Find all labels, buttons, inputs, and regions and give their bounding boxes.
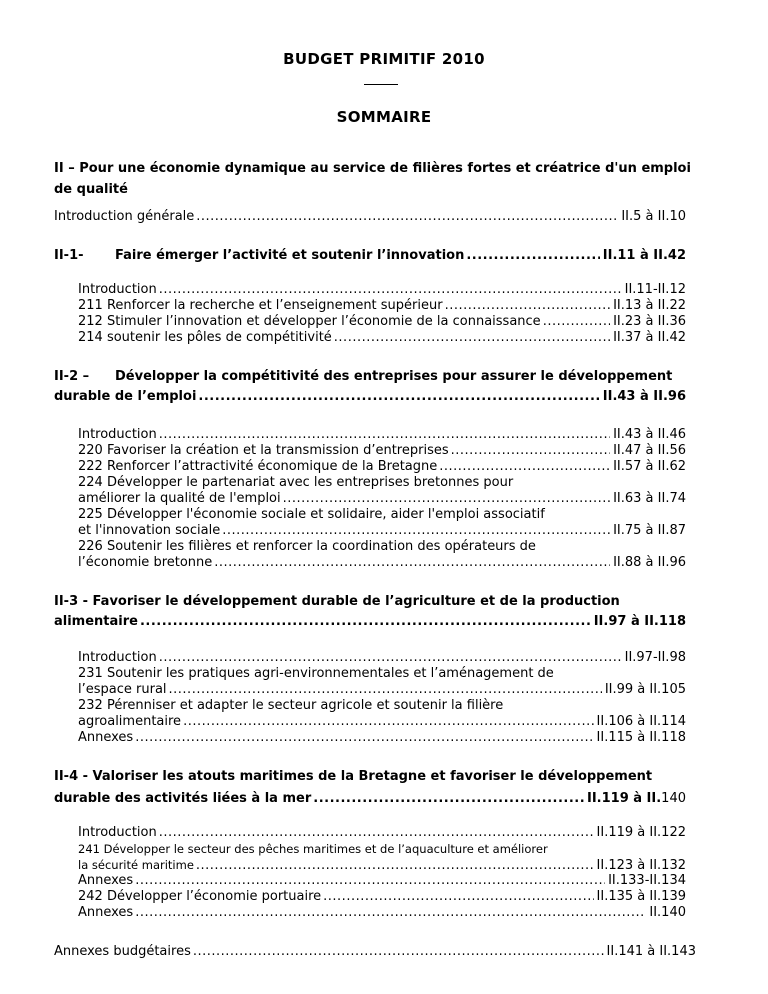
toc-pages: II.119 à II.122	[596, 825, 686, 840]
toc-entry[interactable]	[78, 730, 686, 746]
toc-label: 242 Développer l’économie portuaire	[78, 889, 322, 904]
dot-leader	[439, 459, 610, 475]
toc-label: et l'innovation sociale	[78, 523, 221, 538]
toc-pages: II.43 à II.46	[613, 427, 686, 442]
toc-section-ii-1[interactable]	[54, 248, 686, 264]
toc-pages: II.99 à II.105	[604, 682, 686, 697]
document-title: BUDGET PRIMITIF 2010	[283, 50, 485, 68]
toc-pages: II.115 à II.118	[596, 730, 686, 745]
toc-label: Annexes	[78, 730, 134, 745]
toc-label: Annexes	[78, 873, 134, 888]
toc-pages: II.57 à II.62	[613, 459, 686, 474]
toc-entry[interactable]	[78, 873, 686, 889]
toc-label: agroalimentaire	[78, 714, 182, 729]
toc-label: l’espace rural	[78, 682, 167, 697]
toc-pages: II.141 à II.143	[606, 944, 696, 959]
toc-pages: II.23 à II.36	[613, 314, 686, 329]
toc-pages: II.88 à II.96	[613, 555, 686, 570]
toc-entry-intro-generale[interactable]	[54, 209, 686, 225]
toc-label: améliorer la qualité de l'emploi	[78, 491, 281, 506]
toc-pages: II.75 à II.87	[613, 523, 686, 538]
section-title: durable de l’emploi	[54, 389, 197, 404]
toc-section-ii-2[interactable]	[54, 389, 686, 405]
toc-label-line: 241 Développer le secteur des pêches maritimes et de l’aquaculture et améliorer	[78, 842, 548, 856]
toc-pages: II.5 à II.10	[621, 209, 686, 224]
summary-title: SOMMAIRE	[336, 108, 432, 126]
toc-label: Introduction générale	[54, 209, 195, 224]
toc-pages: II.97 à II.118	[593, 614, 686, 629]
dot-leader	[135, 905, 646, 921]
toc-label: 222 Renforcer l’attractivité économique de la Bretagne	[78, 459, 438, 474]
toc-pages: II.43 à II.96	[602, 389, 686, 404]
toc-label: Introduction	[78, 650, 157, 665]
dot-leader	[196, 858, 594, 874]
toc-entry[interactable]	[78, 650, 686, 666]
dot-leader	[313, 791, 584, 807]
dot-leader	[214, 555, 610, 571]
section-number: II-1-	[54, 248, 84, 263]
toc-pages: II.97-II.98	[624, 650, 686, 665]
toc-entry[interactable]	[78, 298, 686, 314]
dot-leader	[183, 714, 593, 730]
dot-leader	[135, 730, 593, 746]
toc-pages: II.63 à II.74	[613, 491, 686, 506]
toc-label: Introduction	[78, 282, 157, 297]
toc-pages: II.123 à II.132	[596, 858, 686, 873]
toc-pages: II.13 à II.22	[613, 298, 686, 313]
dot-leader	[445, 298, 610, 314]
toc-label: 212 Stimuler l’innovation et développer l’économie de la connaissance	[78, 314, 541, 329]
dot-leader	[543, 314, 610, 330]
toc-entry[interactable]	[78, 714, 686, 730]
toc-pages: II.11 à II.42	[602, 248, 686, 263]
toc-entry[interactable]	[78, 491, 686, 507]
toc-entry[interactable]	[78, 889, 686, 905]
toc-entry[interactable]	[78, 427, 686, 443]
toc-pages: II.106 à II.114	[596, 714, 686, 729]
toc-label: la sécurité maritime	[78, 858, 194, 872]
toc-label: Annexes budgétaires	[54, 944, 191, 959]
section-title: alimentaire	[54, 614, 138, 629]
dot-leader	[222, 523, 610, 539]
section-title: durable des activités liées à la mer	[54, 791, 312, 806]
dot-leader	[196, 209, 618, 225]
toc-entry[interactable]	[78, 330, 686, 346]
toc-label-line: 231 Soutenir les pratiques agri-environnementales et l’aménagement de	[78, 666, 554, 681]
toc-label: Introduction	[78, 427, 157, 442]
toc-label-line: 232 Pérenniser et adapter le secteur agricole et soutenir la filière	[78, 698, 504, 713]
toc-entry[interactable]	[78, 282, 686, 298]
dot-leader	[159, 650, 622, 666]
section-title: Faire émerger l’activité et soutenir l’innovation	[115, 248, 465, 263]
toc-pages: II.135 à II.139	[596, 889, 686, 904]
toc-label: Annexes	[78, 905, 134, 920]
section-number: II-2 –	[54, 369, 90, 384]
section-title-line: II-4 - Valoriser les atouts maritimes de la Bretagne et favoriser le développement	[54, 769, 653, 784]
toc-entry[interactable]	[78, 825, 686, 841]
dot-leader	[334, 330, 610, 346]
dot-leader	[466, 248, 599, 264]
dot-leader	[193, 944, 604, 960]
toc-label-line: 226 Soutenir les filières et renforcer la coordination des opérateurs de	[78, 539, 536, 554]
toc-pages	[587, 791, 686, 807]
dot-leader	[451, 443, 610, 459]
toc-entry[interactable]	[78, 905, 686, 921]
dot-leader	[169, 682, 602, 698]
toc-label: 220 Favoriser la création et la transmission d’entreprises	[78, 443, 449, 458]
dot-leader	[283, 491, 610, 507]
toc-entry-annexes-budgetaires[interactable]	[54, 944, 696, 960]
dot-leader	[135, 873, 605, 889]
toc-section-ii-3[interactable]	[54, 614, 686, 630]
toc-pages-regular: 140	[661, 791, 686, 806]
toc-pages: II.47 à II.56	[613, 443, 686, 458]
dot-leader	[159, 427, 610, 443]
toc-pages: II.37 à II.42	[613, 330, 686, 345]
toc-pages: II.140	[649, 905, 686, 920]
toc-entry[interactable]	[78, 682, 686, 698]
toc-label: Introduction	[78, 825, 157, 840]
dot-leader	[198, 389, 599, 405]
dot-leader	[159, 282, 622, 298]
toc-entry[interactable]	[78, 443, 686, 459]
toc-pages-bold: II.119 à II.	[586, 791, 662, 806]
section-title-line: Développer la compétitivité des entreprises pour assurer le développement	[115, 369, 673, 384]
part-heading: II – Pour une économie dynamique au service de filières fortes et créatrice d'un emploi de qualité	[54, 161, 691, 197]
toc-pages: II.11-II.12	[624, 282, 686, 297]
toc-section-ii-4[interactable]	[54, 791, 686, 807]
toc-label: 214 soutenir les pôles de compétitivité	[78, 330, 332, 345]
dot-leader	[159, 825, 594, 841]
dot-leader	[323, 889, 593, 905]
toc-label: l’économie bretonne	[78, 555, 213, 570]
section-title-line: II-3 - Favoriser le développement durable de l’agriculture et de la production	[54, 594, 620, 609]
toc-entry[interactable]	[78, 523, 686, 539]
toc-label-line: 224 Développer le partenariat avec les entreprises bretonnes pour	[78, 475, 514, 490]
dot-leader	[140, 614, 591, 630]
toc-label: 211 Renforcer la recherche et l’enseignement supérieur	[78, 298, 443, 313]
toc-entry[interactable]	[78, 555, 686, 571]
toc-label-line: 225 Développer l'économie sociale et solidaire, aider l'emploi associatif	[78, 507, 545, 522]
toc-entry[interactable]	[78, 857, 686, 874]
toc-pages: II.133-II.134	[608, 873, 686, 888]
toc-entry[interactable]	[78, 459, 686, 475]
toc-entry[interactable]	[78, 314, 686, 330]
title-divider	[364, 84, 398, 85]
